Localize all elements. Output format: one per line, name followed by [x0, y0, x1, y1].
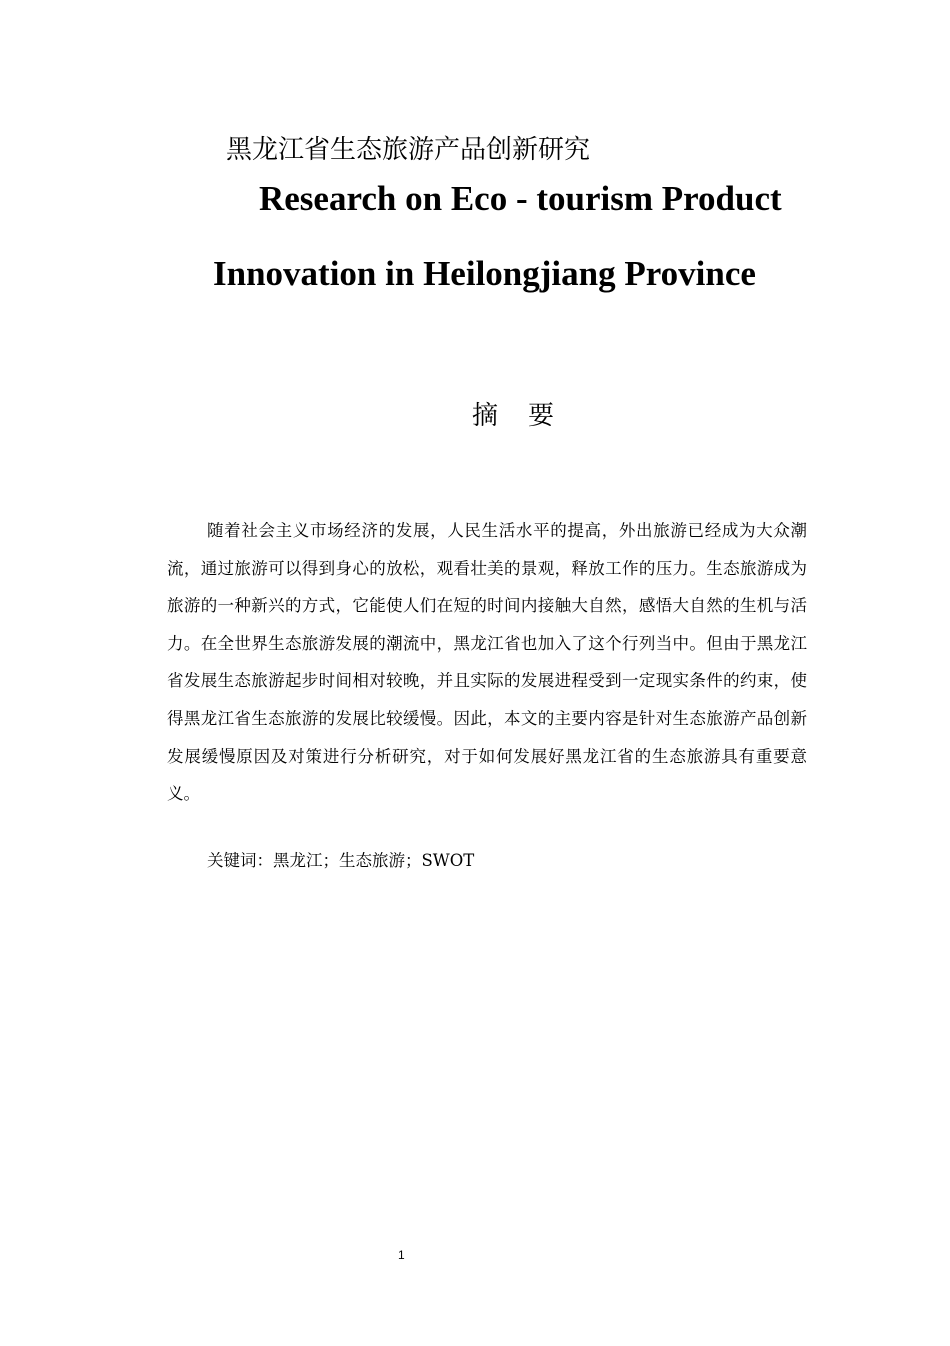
keywords-value: 黑龙江；生态旅游；SWOT	[273, 851, 475, 870]
english-title-line-2: Innovation in Heilongjiang Province	[213, 254, 756, 293]
page-number: 1	[398, 1248, 405, 1262]
english-title-line-1: Research on Eco - tourism Product	[259, 179, 782, 218]
abstract-body: 随着社会主义市场经济的发展，人民生活水平的提高，外出旅游已经成为大众潮流，通过旅游可以得到身心的放松，观看壮美的景观，释放工作的压力。生态旅游成为旅游的一种新兴的方式，它能使人们在短的时间内接触大自然，感悟大自然的生机与活力。在全世界生态旅游发展的潮流中，黑龙江省也加入了这个行列当中。但由于黑龙江省发展生态旅游起步时间相对较晚，并且实际的发展进程受到一定现实条件的约束，使得黑龙江省生态旅游的发展比较缓慢。因此，本文的主要内容是针对生态旅游产品创新发展缓慢原因及对策进行分析研究，对于如何发展好黑龙江省的生态旅游具有重要意义。	[167, 521, 807, 804]
keywords-label: 关键词：	[207, 851, 273, 870]
abstract-heading: 摘要	[472, 401, 585, 431]
keywords-line	[207, 846, 474, 876]
chinese-title: 黑龙江省生态旅游产品创新研究	[226, 135, 591, 165]
